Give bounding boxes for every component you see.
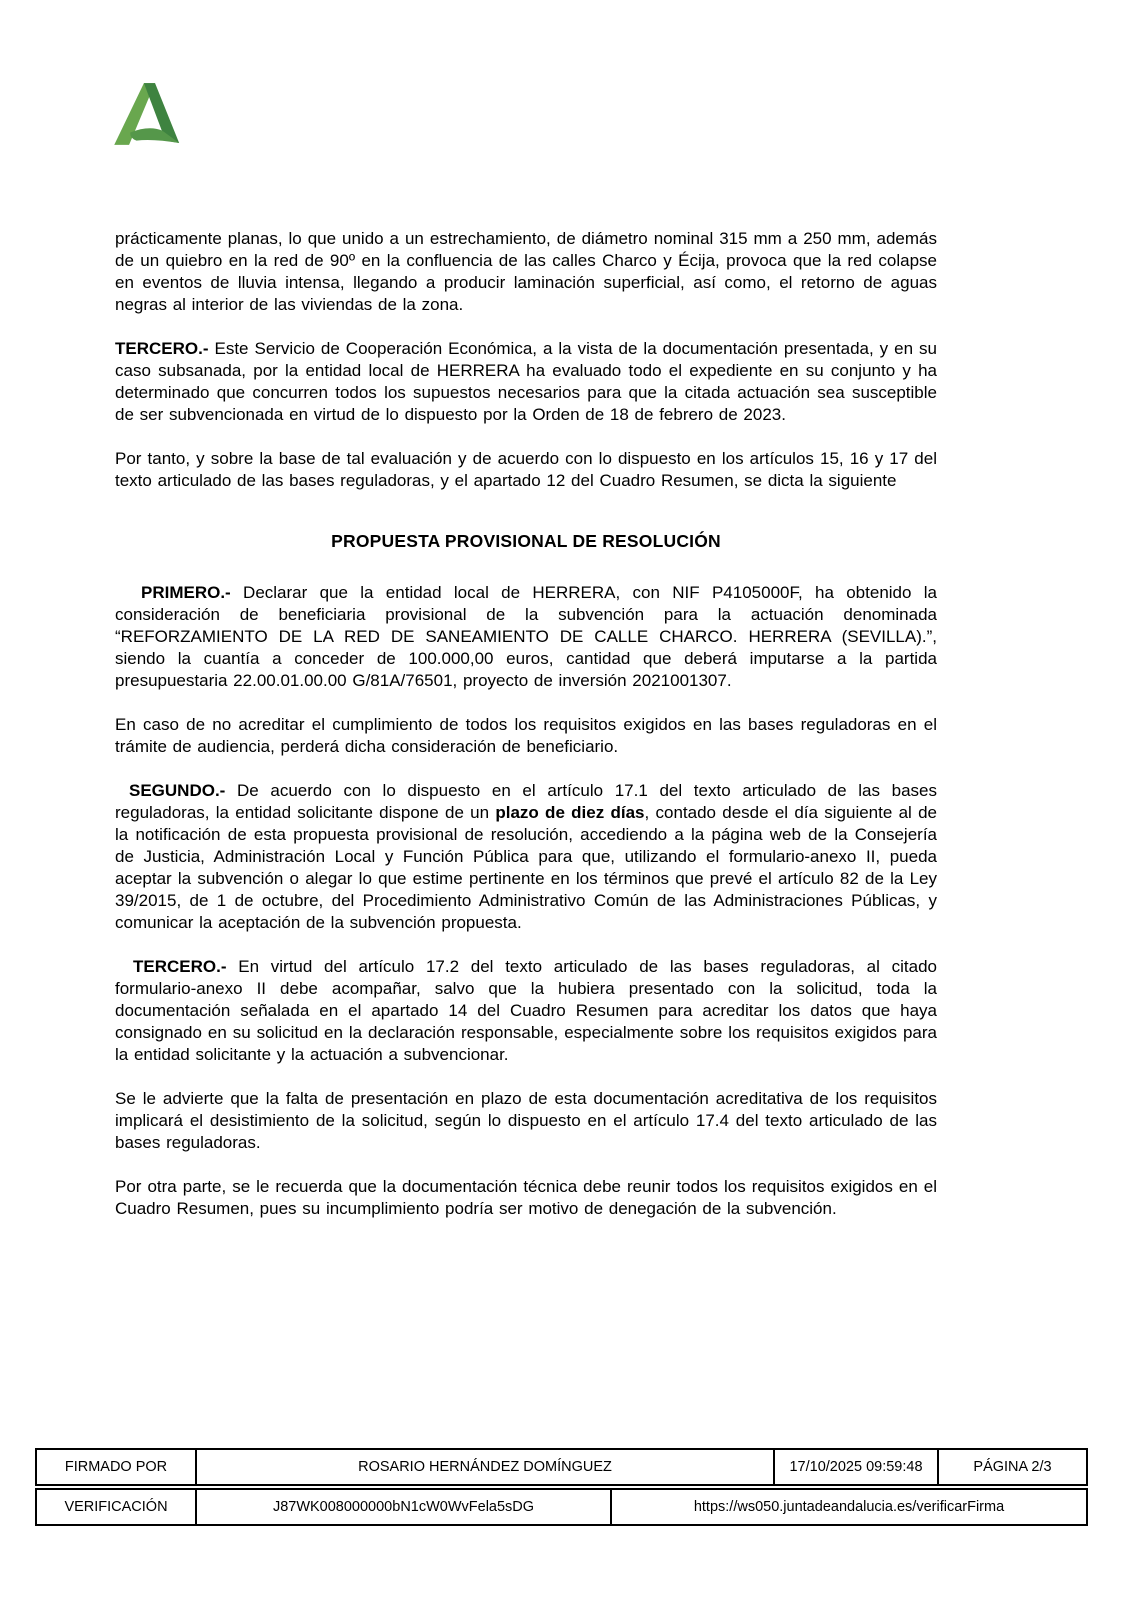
- paragraph-run: En virtud del artículo 17.2 del texto articulado de las bases reguladoras, al citado formulario-anexo II debe acompañar, salvo que la hubiera presentado con la solicitud, toda la documentación señalada en el apartado 14 del Cuadro Resumen para acreditar los datos que haya consignado en su solicitud en la declaración responsable, especialmente sobre los requisitos exigidos para la entidad solicitante y la actuación a subvencionar.: [115, 957, 937, 1064]
- section-heading: PROPUESTA PROVISIONAL DE RESOLUCIÓN: [331, 531, 721, 551]
- page-indicator: PÁGINA 2/3: [973, 1458, 1052, 1475]
- junta-de-andalucia-logo-icon: [113, 82, 181, 146]
- paragraph-bold-run: TERCERO.-: [133, 957, 239, 976]
- paragraph-run: Declarar que la entidad local de HERRERA, con NIF P4105000F, ha obtenido la consideración de beneficiaria provisional de la subvención para la actuación denominada “REFORZAMIENTO DE LA RED DE SANEAMIENTO DE CALLE CHARCO. HERRERA (SEVILLA).”, siendo la cuantía a conceder de 100.000,00 euros, cantidad que deberá imputarse a la partida presupuestaria 22.00.01.00.00 G/81A/76501, proyecto de inversión 2021001307.: [115, 583, 937, 690]
- paragraph-run: Por tanto, y sobre la base de tal evaluación y de acuerdo con lo dispuesto en los artículos 15, 16 y 17 del texto articulado de las bases reguladoras, y el apartado 12 del Cuadro Resumen, se dicta la siguiente: [115, 449, 937, 490]
- paragraph-bold-run: plazo de diez días: [495, 803, 645, 822]
- firmado-por-label: FIRMADO POR: [37, 1450, 197, 1484]
- paragraph-run: De acuerdo con lo dispuesto en el artículo 17.1 del texto articulado de las bases reguladoras, la entidad solicitante dispone de un: [115, 781, 938, 822]
- signature-footer-table: [35, 1448, 1088, 1526]
- footer-row-signed: [35, 1448, 1088, 1486]
- paragraph: [115, 582, 937, 692]
- signature-datetime: 17/10/2025 09:59:48: [775, 1450, 939, 1484]
- signer-name: ROSARIO HERNÁNDEZ DOMÍNGUEZ: [197, 1450, 775, 1484]
- paragraph: [115, 1088, 937, 1154]
- paragraph: [115, 448, 937, 492]
- document-body: [115, 228, 937, 1242]
- paragraph: [115, 714, 937, 758]
- paragraph-run: Por otra parte, se le recuerda que la documentación técnica debe reunir todos los requisitos exigidos en el Cuadro Resumen, pues su incumplimiento podría ser motivo de denegación de la subvención.: [115, 1177, 937, 1218]
- paragraph-bold-run: SEGUNDO.-: [129, 781, 237, 800]
- verification-code: J87WK008000000bN1cW0WvFela5sDG: [197, 1490, 612, 1524]
- paragraph-run: En caso de no acreditar el cumplimiento de todos los requisitos exigidos en las bases reguladoras en el trámite de audiencia, perderá dicha consideración de beneficiario.: [115, 715, 937, 756]
- paragraph-run: Este Servicio de Cooperación Económica, a la vista de la documentación presentada, y en su caso subsanada, por la entidad local de HERRERA ha evaluado todo el expediente en su conjunto y ha determinado que concurren todos los supuestos necesarios para que la citada actuación sea susceptible de ser subvencionada en virtud de lo dispuesto por la Orden de 18 de febrero de 2023.: [115, 339, 937, 424]
- paragraph-bold-run: TERCERO.-: [115, 339, 215, 358]
- paragraph-run: , contado desde el día siguiente al de la notificación de esta propuesta provisional de resolución, accediendo a la página web de la Consejería de Justicia, Administración Local y Función Pública para que, utilizando el formulario-anexo II, pueda aceptar la subvención o alegar lo que estime pertinente en los términos que prevé el artículo 82 de la Ley 39/2015, de 1 de octubre, del Procedimiento Administrativo Común de las Administraciones Públicas, y comunicar la aceptación de la subvención propuesta.: [115, 803, 937, 932]
- footer-row-verification: [35, 1488, 1088, 1526]
- paragraph: [115, 956, 937, 1066]
- paragraph: [115, 228, 937, 316]
- verificacion-label: VERIFICACIÓN: [37, 1490, 197, 1524]
- paragraph-bold-run: PRIMERO.-: [141, 583, 244, 602]
- paragraph-run: prácticamente planas, lo que unido a un estrechamiento, de diámetro nominal 315 mm a 250 mm, además de un quiebro en la red de 90º en la confluencia de las calles Charco y Écija, provoca que la red colapse en eventos de lluvia intensa, llegando a producir laminación superficial, así como, el retorno de aguas negras al interior de las viviendas de la zona.: [115, 229, 937, 314]
- paragraph: [115, 1176, 937, 1220]
- paragraph: [115, 780, 937, 934]
- verification-url: https://ws050.juntadeandalucia.es/verificarFirma: [693, 1498, 1005, 1515]
- paragraph: [115, 338, 937, 426]
- paragraph-run: Se le advierte que la falta de presentación en plazo de esta documentación acreditativa de los requisitos implicará el desistimiento de la solicitud, según lo dispuesto en el artículo 17.4 del texto articulado de las bases reguladoras.: [115, 1089, 937, 1152]
